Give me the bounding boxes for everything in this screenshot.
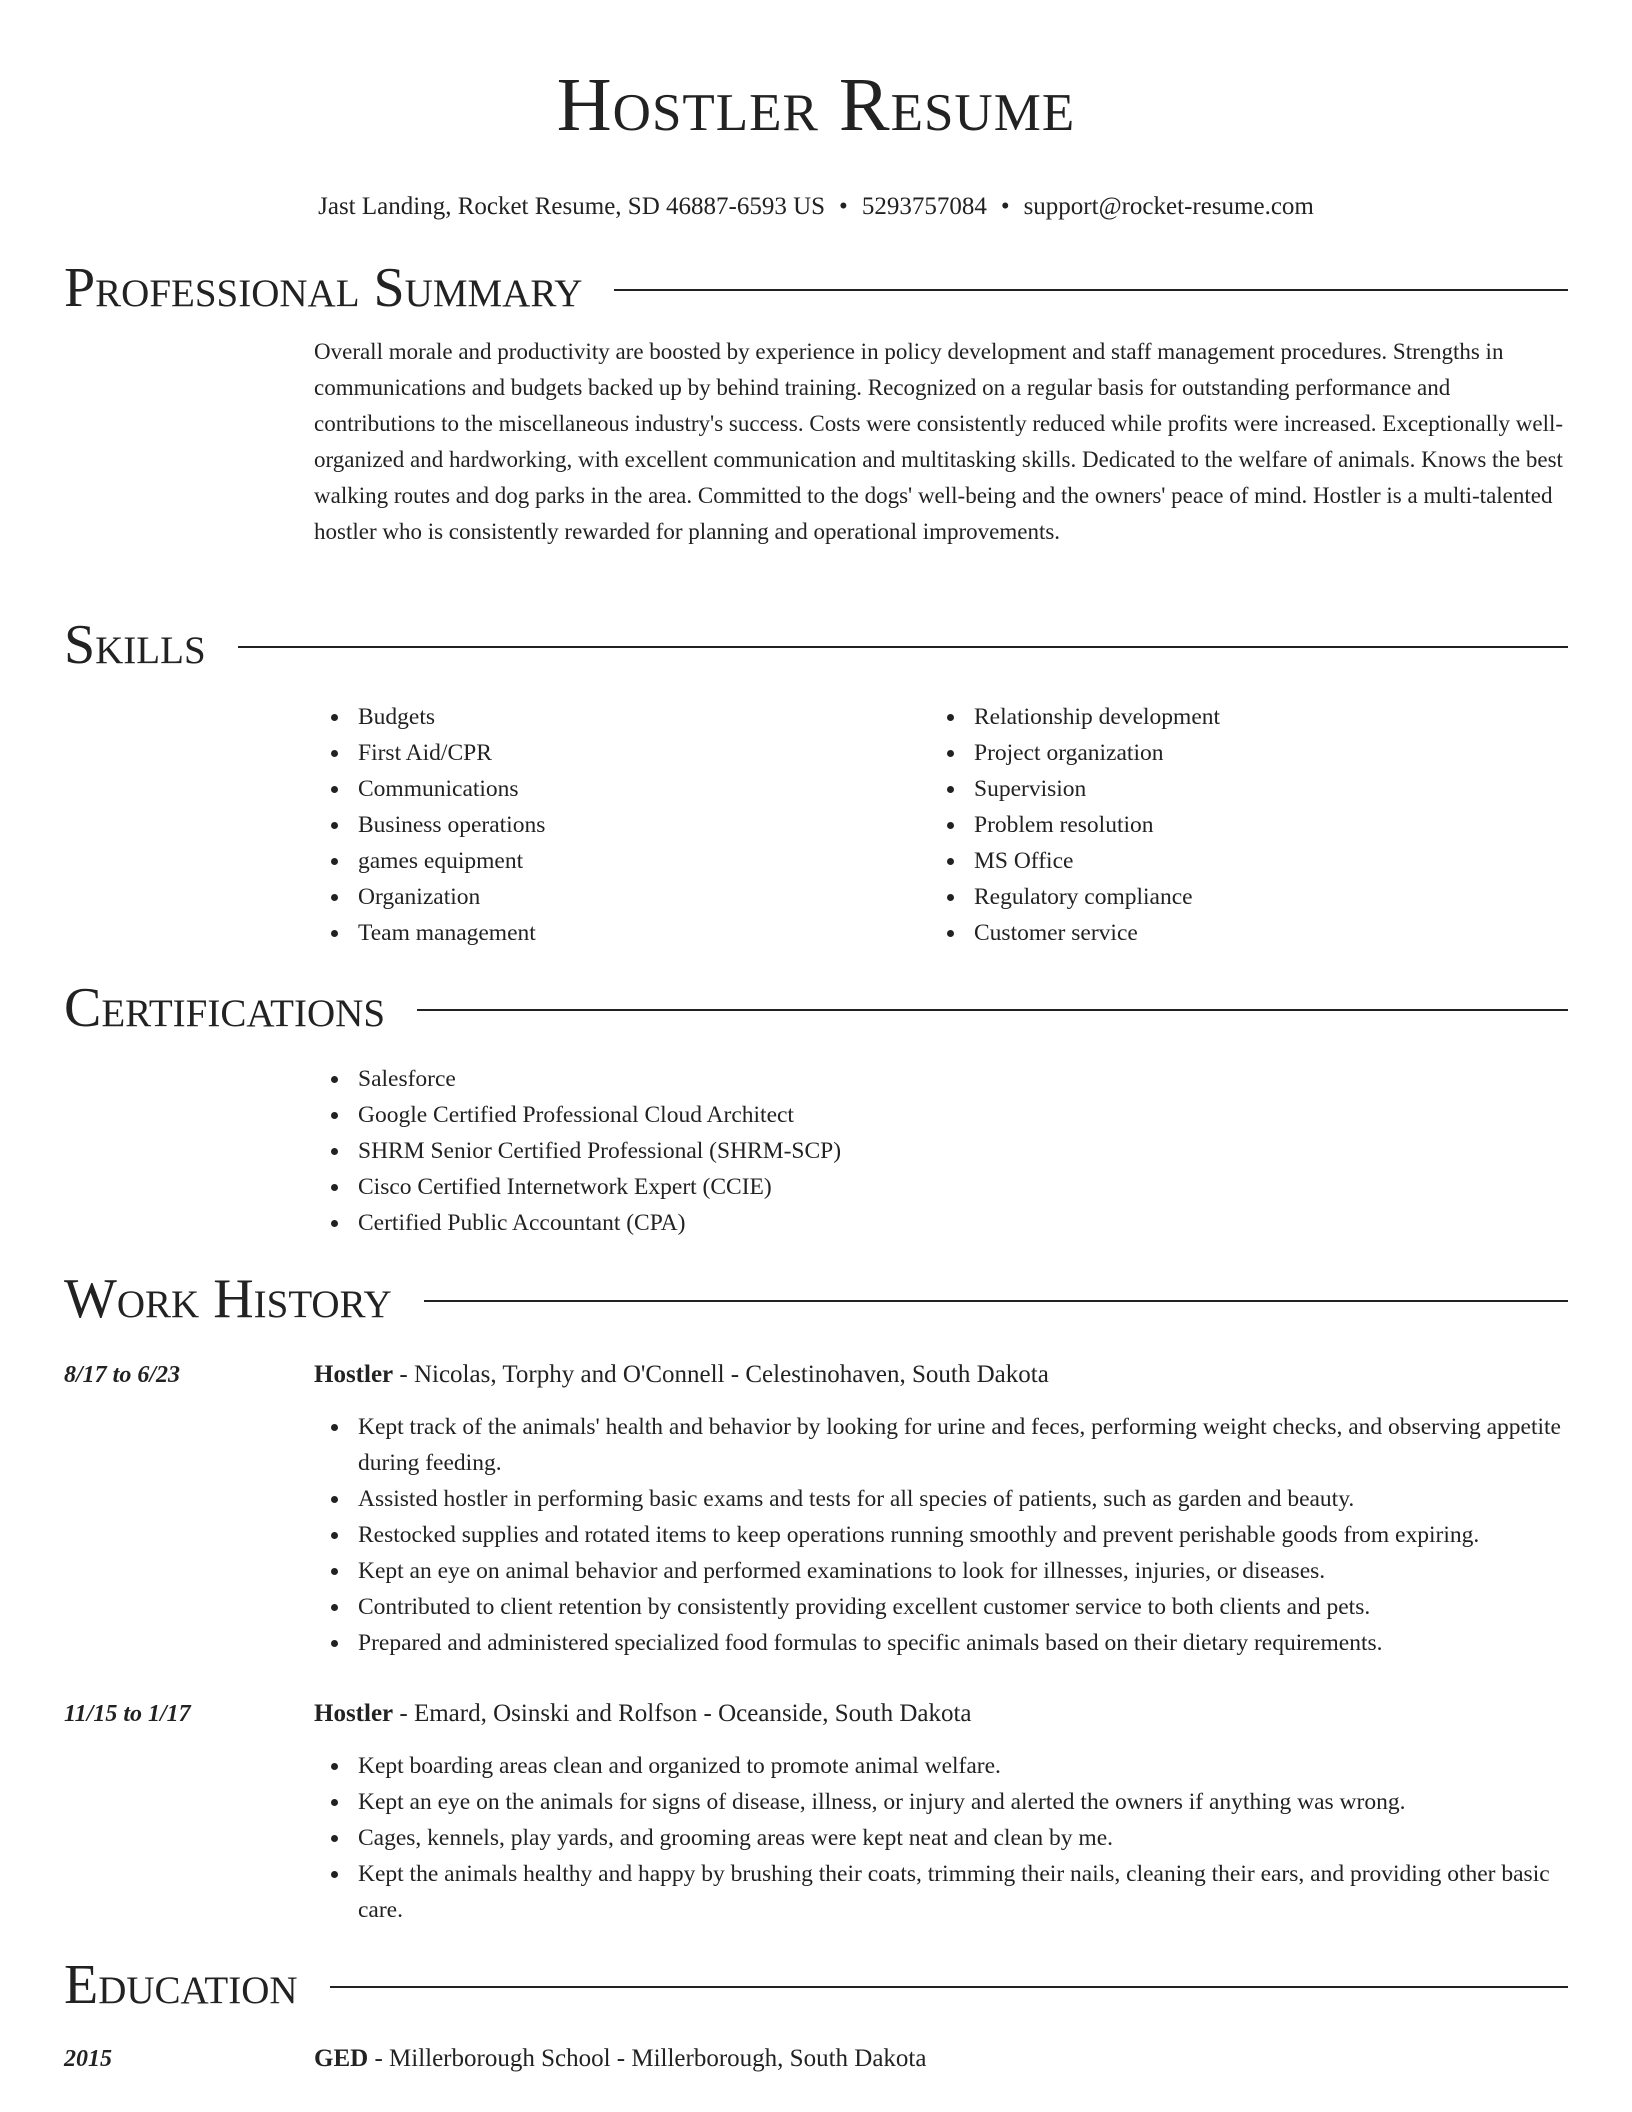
- skills-column-right: [930, 699, 1546, 951]
- address: Jast Landing, Rocket Resume, SD 46887-6593 US: [318, 193, 826, 220]
- job-bullets: [314, 1748, 1568, 1928]
- section-header-skills: [64, 610, 1568, 680]
- skill-item: Organization: [358, 879, 930, 915]
- job-bullet: Contributed to client retention by consistently providing excellent customer service to both clients and pets.: [358, 1589, 1568, 1625]
- job-bullet: Kept boarding areas clean and organized to promote animal welfare.: [358, 1748, 1568, 1784]
- job-title: Hostler: [314, 1700, 394, 1727]
- phone: 5293757084: [861, 193, 987, 220]
- section-divider: [417, 1009, 1568, 1011]
- certification-item: SHRM Senior Certified Professional (SHRM-SCP): [358, 1133, 1568, 1169]
- contact-line: [64, 192, 1568, 222]
- section-title: Skills: [64, 614, 206, 676]
- skill-item: Budgets: [358, 699, 930, 735]
- separator-dot: •: [1000, 193, 1010, 220]
- job-title-line: [314, 1696, 1568, 1732]
- job-title: Hostler: [314, 1361, 394, 1388]
- skill-item: Relationship development: [974, 699, 1546, 735]
- job-bullet: Kept an eye on the animals for signs of disease, illness, or injury and alerted the owners if anything was wrong.: [358, 1784, 1568, 1820]
- skill-item: Supervision: [974, 771, 1546, 807]
- job-bullet: Assisted hostler in performing basic exams and tests for all species of patients, such as garden and beauty.: [358, 1481, 1568, 1517]
- school: - Millerborough School - Millerborough, South Dakota: [368, 2045, 927, 2072]
- job-bullet: Prepared and administered specialized food formulas to specific animals based on their dietary requirements.: [358, 1625, 1568, 1661]
- section-divider: [614, 289, 1568, 291]
- job-entry: [314, 1696, 1568, 1928]
- skill-item: Regulatory compliance: [974, 879, 1546, 915]
- skills-list: [314, 699, 1568, 951]
- skill-item: Customer service: [974, 915, 1546, 951]
- job-dates: 11/15 to 1/17: [64, 1701, 191, 1727]
- page-title: Hostler Resume: [556, 63, 1076, 147]
- skill-item: Team management: [358, 915, 930, 951]
- job-dates: 8/17 to 6/23: [64, 1362, 181, 1388]
- job-bullet: Kept the animals healthy and happy by brushing their coats, trimming their nails, cleaning their ears, and providing other basic care.: [358, 1856, 1568, 1928]
- job-bullets: [314, 1409, 1568, 1661]
- skill-item: Business operations: [358, 807, 930, 843]
- section-header-work-history: [64, 1264, 1568, 1334]
- job-title-line: [314, 1357, 1568, 1393]
- separator-dot: •: [839, 193, 848, 220]
- section-divider: [238, 646, 1568, 648]
- job-bullet: Kept track of the animals' health and behavior by looking for urine and feces, performing weight checks, and observing appetite during feeding.: [358, 1409, 1568, 1481]
- job-bullet: Kept an eye on animal behavior and performed examinations to look for illnesses, injuries, or diseases.: [358, 1553, 1568, 1589]
- job-employer: - Emard, Osinski and Rolfson - Oceanside, South Dakota: [393, 1700, 972, 1727]
- skill-item: MS Office: [974, 843, 1546, 879]
- certifications-list: [314, 1061, 1568, 1241]
- section-header-summary: [64, 253, 1568, 323]
- summary-text: Overall morale and productivity are boosted by experience in policy development and staff management procedures. Strengths in communications and budgets backed up by behind training. Recognized on a regular basis for outstanding performance and contributions to the miscellaneous industry's success. Costs were consistently reduced while profits were increased. Exceptionally well-organized and hardworking, with excellent communication and multitasking skills. Dedicated to the welfare of animals. Knows the best walking routes and dog parks in the area. Committed to the dogs' well-being and the owners' peace of mind. Hostler is a multi-talented hostler who is consistently rewarded for planning and operational improvements.: [314, 339, 1564, 544]
- certification-item: Salesforce: [358, 1061, 1568, 1097]
- skill-item: games equipment: [358, 843, 930, 879]
- job-bullet: Cages, kennels, play yards, and grooming areas were kept neat and clean by me.: [358, 1820, 1568, 1856]
- email: support@rocket-resume.com: [1023, 193, 1314, 220]
- certification-item: Google Certified Professional Cloud Architect: [358, 1097, 1568, 1133]
- section-title: Professional Summary: [64, 257, 583, 319]
- degree: GED: [314, 2045, 369, 2072]
- section-title: Certifications: [64, 977, 386, 1039]
- job-employer: - Nicolas, Torphy and O'Connell - Celestinohaven, South Dakota: [393, 1361, 1049, 1388]
- education-line: [314, 2041, 1568, 2077]
- skill-item: Communications: [358, 771, 930, 807]
- section-divider: [424, 1300, 1568, 1302]
- education-entry: [314, 2041, 1568, 2077]
- education-year: 2015: [64, 2046, 112, 2072]
- section-title: Work History: [64, 1268, 392, 1330]
- section-divider: [330, 1986, 1568, 1988]
- section-header-education: [64, 1950, 1568, 2020]
- skills-column-left: [314, 699, 930, 951]
- skill-item: Problem resolution: [974, 807, 1546, 843]
- skill-item: Project organization: [974, 735, 1546, 771]
- certification-item: Certified Public Accountant (CPA): [358, 1205, 1568, 1241]
- section-title: Education: [64, 1954, 298, 2016]
- job-bullet: Restocked supplies and rotated items to keep operations running smoothly and prevent perishable goods from expiring.: [358, 1517, 1568, 1553]
- resume-page: [64, 0, 1568, 2072]
- section-header-certifications: [64, 973, 1568, 1043]
- job-entry: [314, 1357, 1568, 1661]
- certification-item: Cisco Certified Internetwork Expert (CCIE): [358, 1169, 1568, 1205]
- skill-item: First Aid/CPR: [358, 735, 930, 771]
